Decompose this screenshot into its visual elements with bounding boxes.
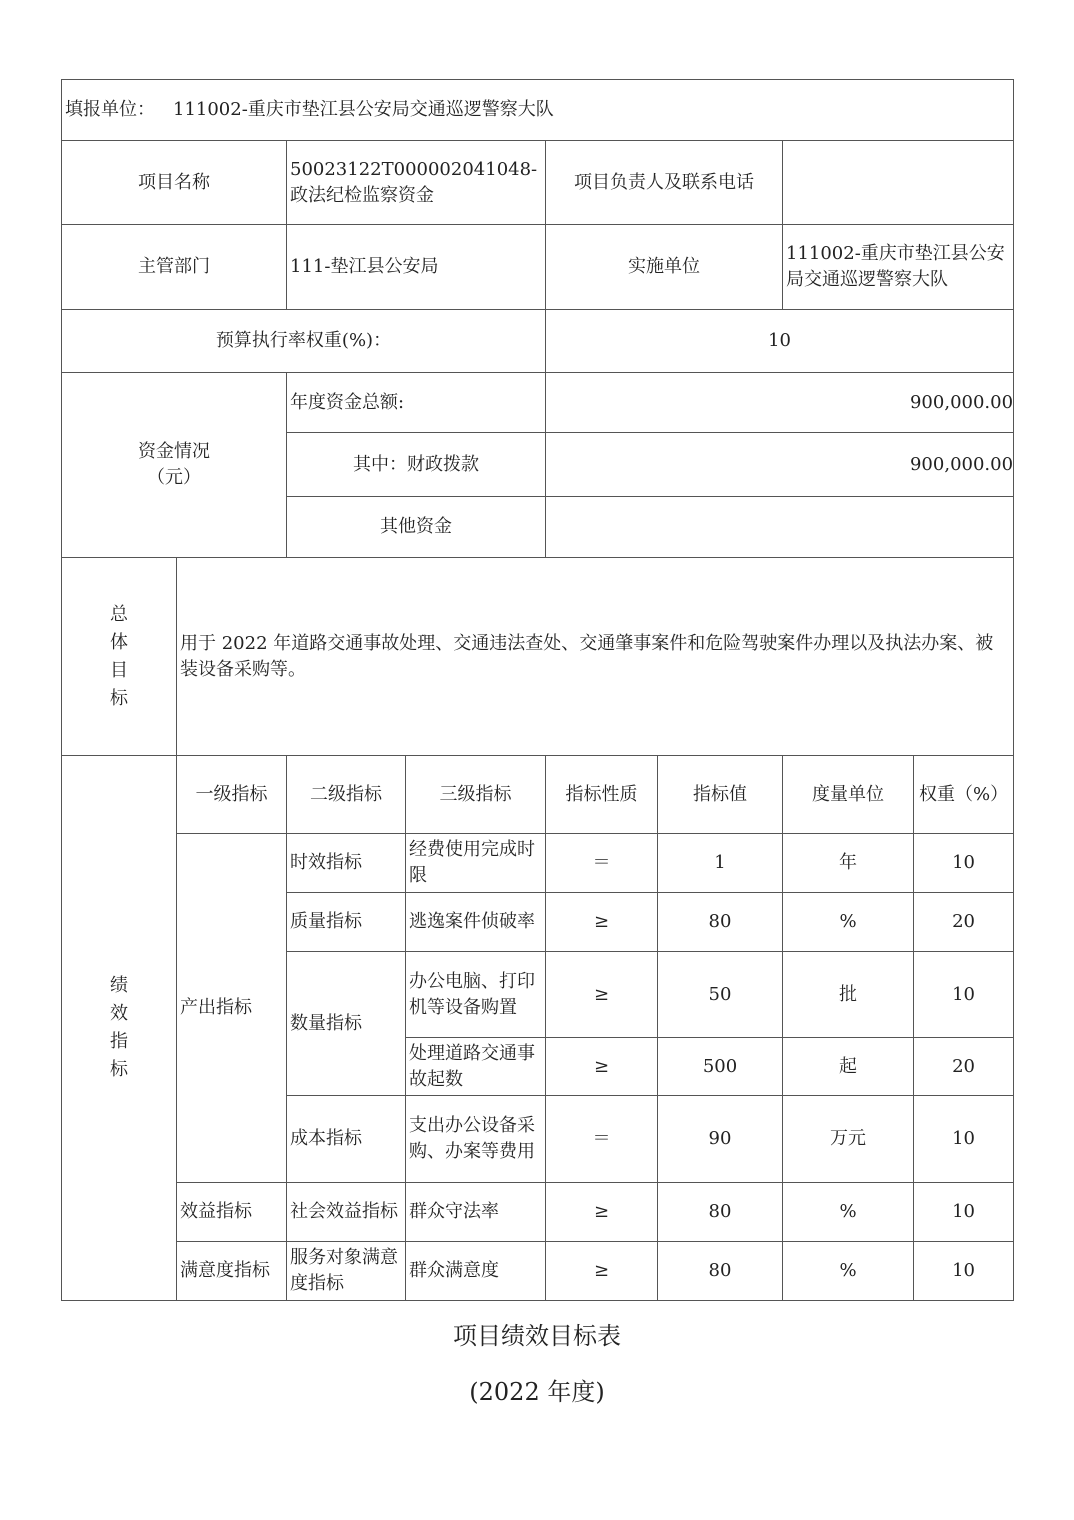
annual-funds-value: 900,000.00 bbox=[546, 373, 1014, 433]
overall-goal-char: 标 bbox=[110, 687, 128, 709]
indicator-unit: % bbox=[783, 893, 914, 952]
header-weight: 权重（%） bbox=[914, 756, 1014, 834]
reporting-unit-row bbox=[62, 80, 1014, 141]
indicator-unit: % bbox=[783, 1183, 914, 1242]
indicator-value: 90 bbox=[658, 1096, 783, 1183]
indicator-value: 80 bbox=[658, 893, 783, 952]
page-subtitle: (2022 年度) bbox=[469, 1378, 605, 1406]
reporting-unit-label: 填报单位： bbox=[65, 99, 155, 120]
department-label: 主管部门 bbox=[62, 225, 287, 310]
indicator-name: 办公电脑、打印机等设备购置 bbox=[406, 952, 546, 1038]
indicator-weight: 10 bbox=[914, 1096, 1014, 1183]
indicator-nature: ≥ bbox=[546, 1242, 658, 1301]
indicator-name: 逃逸案件侦破率 bbox=[406, 893, 546, 952]
performance-goal-table bbox=[61, 79, 1014, 1301]
indicator-value: 50 bbox=[658, 952, 783, 1038]
indicator-name: 群众守法率 bbox=[406, 1183, 546, 1242]
quantity-indicator-label: 数量指标 bbox=[287, 952, 406, 1096]
table-row bbox=[62, 1242, 1014, 1301]
funds-label-line2: （元） bbox=[147, 467, 201, 488]
header-level1: 一级指标 bbox=[177, 756, 287, 834]
header-level3: 三级指标 bbox=[406, 756, 546, 834]
fiscal-funds-value: 900,000.00 bbox=[546, 433, 1014, 497]
satisfaction-indicator-label: 满意度指标 bbox=[177, 1242, 287, 1301]
department-row bbox=[62, 225, 1014, 310]
project-name-value: 50023122T000002041048-政法纪检监察资金 bbox=[287, 141, 546, 225]
table-row bbox=[62, 834, 1014, 893]
indicator-nature: ≥ bbox=[546, 1183, 658, 1242]
table-row bbox=[62, 1183, 1014, 1242]
indicator-nature: ≥ bbox=[546, 952, 658, 1038]
project-name-label: 项目名称 bbox=[62, 141, 287, 225]
other-funds-label: 其他资金 bbox=[287, 497, 546, 558]
budget-weight-label: 预算执行率权重(%)： bbox=[62, 310, 546, 373]
indicator-value: 500 bbox=[658, 1038, 783, 1096]
indicator-value: 80 bbox=[658, 1242, 783, 1301]
indicator-name: 处理道路交通事故起数 bbox=[406, 1038, 546, 1096]
header-nature: 指标性质 bbox=[546, 756, 658, 834]
output-indicator-label: 产出指标 bbox=[177, 834, 287, 1183]
header-level2: 二级指标 bbox=[287, 756, 406, 834]
indicator-unit: 批 bbox=[783, 952, 914, 1038]
implementing-unit-value: 111002-重庆市垫江县公安局交通巡逻警察大队 bbox=[783, 225, 1014, 310]
quality-indicator-label: 质量指标 bbox=[287, 893, 406, 952]
funds-label bbox=[62, 373, 287, 558]
header-unit: 度量单位 bbox=[783, 756, 914, 834]
timeliness-indicator-label: 时效指标 bbox=[287, 834, 406, 893]
funds-label-line1: 资金情况 bbox=[138, 441, 210, 462]
indicator-unit: 万元 bbox=[783, 1096, 914, 1183]
performance-label bbox=[62, 756, 177, 1301]
indicator-nature: ＝ bbox=[546, 1096, 658, 1183]
overall-goal-text: 用于 2022 年道路交通事故处理、交通违法查处、交通肇事案件和危险驾驶案件办理以及执法办案、被装设备采购等。 bbox=[177, 558, 1014, 756]
budget-row bbox=[62, 310, 1014, 373]
indicator-value: 80 bbox=[658, 1183, 783, 1242]
indicator-weight: 10 bbox=[914, 1183, 1014, 1242]
project-contact-value bbox=[783, 141, 1014, 225]
indicator-nature: ≥ bbox=[546, 893, 658, 952]
indicator-weight: 10 bbox=[914, 834, 1014, 893]
service-satisfaction-indicator-label: 服务对象满意度指标 bbox=[287, 1242, 406, 1301]
indicator-weight: 10 bbox=[914, 1242, 1014, 1301]
indicator-unit: 年 bbox=[783, 834, 914, 893]
department-value: 111-垫江县公安局 bbox=[287, 225, 546, 310]
benefit-indicator-label: 效益指标 bbox=[177, 1183, 287, 1242]
performance-label-char: 绩 bbox=[110, 975, 128, 996]
indicator-nature: ＝ bbox=[546, 834, 658, 893]
funds-annual-row bbox=[62, 373, 1014, 433]
project-row bbox=[62, 141, 1014, 225]
header-value: 指标值 bbox=[658, 756, 783, 834]
performance-header-row bbox=[62, 756, 1014, 834]
indicator-weight: 20 bbox=[914, 1038, 1014, 1096]
social-benefit-indicator-label: 社会效益指标 bbox=[287, 1183, 406, 1242]
indicator-name: 群众满意度 bbox=[406, 1242, 546, 1301]
indicator-weight: 20 bbox=[914, 893, 1014, 952]
budget-weight-value: 10 bbox=[546, 310, 1014, 373]
performance-label-char: 效 bbox=[110, 1003, 128, 1024]
performance-label-char: 标 bbox=[110, 1059, 128, 1080]
overall-goal-char: 总 bbox=[110, 603, 128, 625]
overall-goal-char: 体 bbox=[110, 631, 128, 653]
cost-indicator-label: 成本指标 bbox=[287, 1096, 406, 1183]
reporting-unit-cell bbox=[62, 80, 1014, 141]
fiscal-funds-label: 其中：财政拨款 bbox=[287, 433, 546, 497]
annual-funds-label: 年度资金总额: bbox=[287, 373, 546, 433]
indicator-nature: ≥ bbox=[546, 1038, 658, 1096]
indicator-unit: % bbox=[783, 1242, 914, 1301]
overall-goal-label bbox=[62, 558, 177, 756]
overall-goal-char: 目 bbox=[110, 659, 128, 681]
indicator-weight: 10 bbox=[914, 952, 1014, 1038]
indicator-name: 经费使用完成时限 bbox=[406, 834, 546, 893]
performance-label-char: 指 bbox=[110, 1031, 128, 1052]
other-funds-value bbox=[546, 497, 1014, 558]
indicator-name: 支出办公设备采购、办案等费用 bbox=[406, 1096, 546, 1183]
page-title: 项目绩效目标表 bbox=[453, 1322, 621, 1350]
reporting-unit-value: 111002-重庆市垫江县公安局交通巡逻警察大队 bbox=[173, 99, 554, 120]
overall-goal-row bbox=[62, 558, 1014, 756]
indicator-unit: 起 bbox=[783, 1038, 914, 1096]
indicator-value: 1 bbox=[658, 834, 783, 893]
project-contact-label: 项目负责人及联系电话 bbox=[546, 141, 783, 225]
implementing-unit-label: 实施单位 bbox=[546, 225, 783, 310]
